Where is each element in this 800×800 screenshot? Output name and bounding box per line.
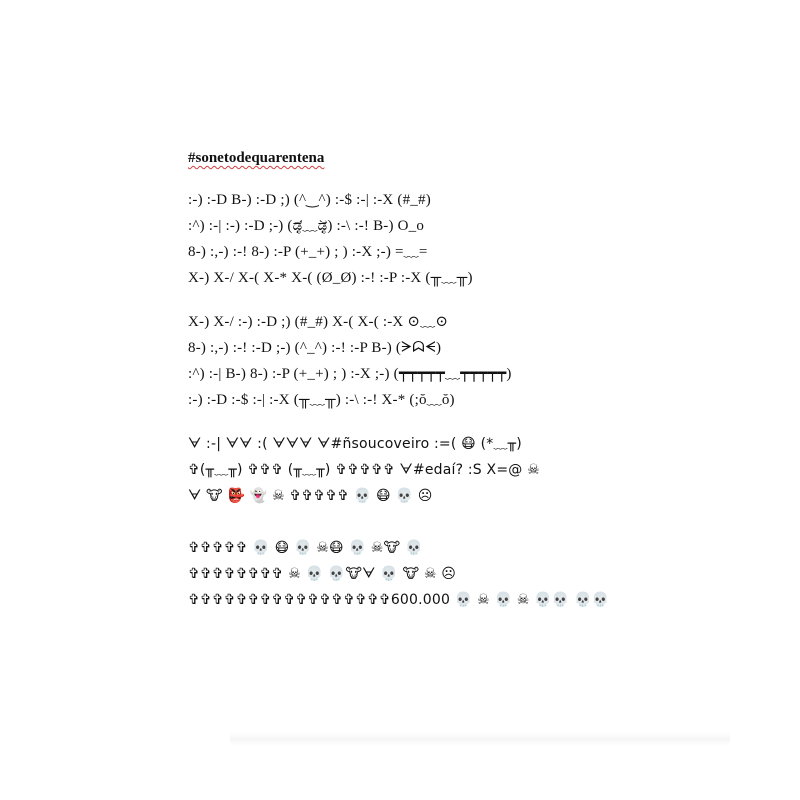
poem-line: 8-) :,-) :-! 8-) :-P (+_+) ; ) :-X ;-) =﹏=	[188, 244, 428, 260]
poem-line: 8-) :,-) :-! :-D ;-) (^_^) :-! :-P B-) (ᗒᗣᗕ)	[188, 340, 442, 356]
poem-line: ✞✞✞✞✞✞✞✞ ☠ 💀 💀🐮ᗄ 💀 🐮 ☠ ☹	[188, 566, 457, 582]
poem-title: #sonetodequarentena	[188, 150, 325, 166]
poem-line: X-) X-/ X-( X-* X-( (Ø_Ø) :-! :-P :-X (╥﹏╥)	[188, 270, 473, 286]
poem-line: :-) :-D :-$ :-| :-X (╥﹏╥) :-\ :-! X-* (;ŏ﹏ŏ)	[188, 392, 455, 408]
page-edge-shadow	[230, 732, 730, 746]
stanza-4	[188, 535, 748, 613]
poem-line: ᗄ 🐮 👺 👻 ☠ ✞✞✞✞✞ 💀 😷 💀 ☹	[188, 488, 433, 504]
poem-document	[188, 150, 748, 631]
poem-line: ✞✞✞✞✞✞✞✞✞✞✞✞✞✞✞✞✞600.000 💀 ☠ 💀 ☠ 💀💀 💀💀	[188, 592, 610, 608]
stanza-3	[188, 431, 748, 509]
poem-line: ᗄ :-| ᗄᗄ :( ᗄᗄᗄ ᗄ#ñsoucoveiro :=( 😷 (*﹏╥)	[188, 436, 522, 452]
poem-line: X-) X-/ :-) :-D ;) (#_#) X-( X-( :-X ⊙﹏⊙	[188, 314, 449, 330]
poem-line: :^) :-| :-) :-D ;-) (ಢ̥᷄﹏ಢ̥᷅) :-\ :-! B-) O_o	[188, 218, 425, 234]
stanza-1	[188, 187, 748, 291]
poem-line: :-) :-D B-) :-D ;) (^‿^) :-$ :-| :-X (#_#)	[188, 192, 431, 208]
stanza-2	[188, 309, 748, 413]
poem-line: ✞(╥﹏╥) ✞✞✞ (╥﹏╥) ✞✞✞✞✞ ᗄ#edaí? :S X=@ ☠	[188, 462, 540, 478]
poem-line: ✞✞✞✞✞ 💀 😷 💀 ☠😷 💀 ☠🐮 💀	[188, 540, 423, 556]
poem-line: :^) :-| B-) 8-) :-P (+_+) ; ) :-X ;-) (┯┯┯┯┯﹏┯┯┯┯┯)	[188, 366, 512, 382]
